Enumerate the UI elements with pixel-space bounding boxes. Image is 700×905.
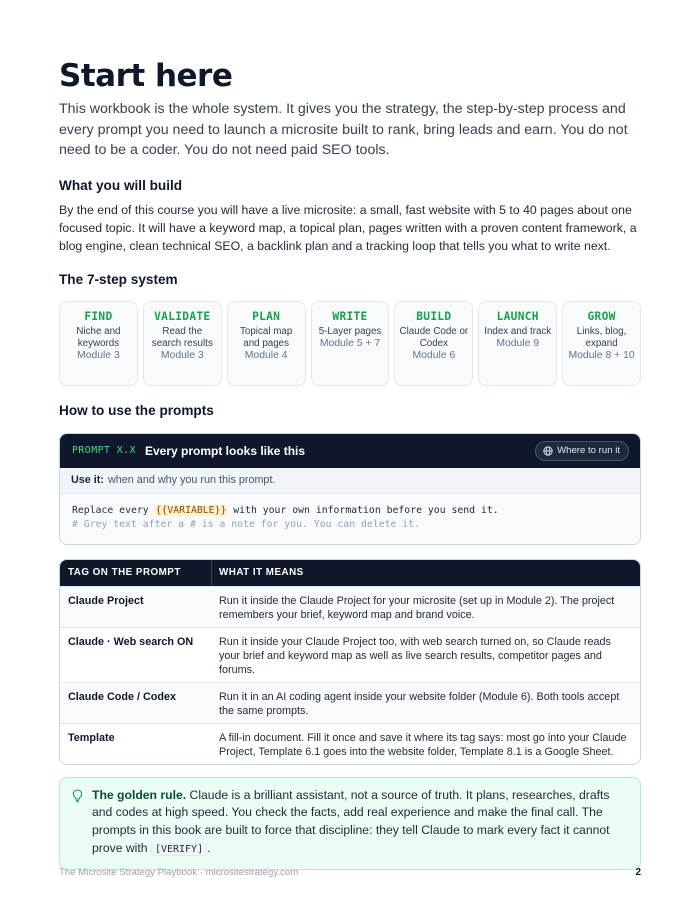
- golden-rule-text: Claude is a brilliant assistant, not a source of truth. It plans, researches, drafts and codes at high speed. You check the facts, add real experience and make the final call. The prompts in this book are built to force that discipline: they tell Claude to mark every fact it cannot prove with: [92, 787, 610, 855]
- step-name: PLAN: [252, 309, 281, 323]
- step-name: GROW: [587, 309, 616, 323]
- step-desc: Index and track: [484, 325, 552, 337]
- row-tag: Claude Code / Codex: [68, 690, 176, 703]
- where-to-run-button[interactable]: [535, 441, 629, 461]
- page-number: 2: [635, 867, 641, 878]
- step-module: Module 8 + 10: [568, 349, 635, 361]
- row-tag: Template: [68, 731, 115, 744]
- golden-rule-end: .: [207, 840, 211, 855]
- row-meaning: Run it inside the Claude Project for your microsite (set up in Module 2). The project remembers your brief, keyword map and brand voice.: [219, 594, 615, 621]
- step-name: VALIDATE: [154, 309, 211, 323]
- step-card-build: [394, 301, 473, 386]
- step-module: Module 5 + 7: [319, 337, 381, 349]
- prompt-example-card: [59, 433, 641, 545]
- row-meaning: A fill-in document. Fill it once and save it where its tag says: most go into your Claude Project, Template 6.1 goes into the website folder, Template 8.1 is a Google Sheet.: [219, 731, 627, 758]
- step-desc: 5-Layer pages: [318, 325, 382, 337]
- prompt-code-block: [60, 494, 640, 544]
- step-name: WRITE: [332, 309, 368, 323]
- code-comment: # Grey text after a # is a note for you. You can delete it.: [72, 518, 420, 530]
- step-name: FIND: [84, 309, 113, 323]
- step-card-find: [59, 301, 138, 386]
- table-row: [60, 627, 640, 682]
- step-module: Module 4: [244, 349, 288, 361]
- row-meaning: Run it in an AI coding agent inside your website folder (Module 6). Both tools accept the same prompts.: [219, 690, 620, 717]
- step-module: Module 3: [77, 349, 120, 361]
- code-text-after: with your own information before you send it.: [227, 504, 499, 516]
- step-module: Module 3: [160, 349, 204, 361]
- lightbulb-icon: [72, 789, 83, 803]
- step-module: Module 9: [496, 337, 540, 349]
- where-to-run-label: Where to run it: [557, 445, 620, 456]
- step-desc: Read the search results: [151, 325, 213, 349]
- verify-code: [VERIFY]: [151, 843, 207, 856]
- page-footer: [59, 867, 641, 878]
- code-text-before: Replace every: [72, 504, 155, 516]
- header-tag: TAG ON THE PROMPT: [60, 560, 212, 586]
- step-desc: Links, blog, expand: [576, 325, 627, 349]
- intro-paragraph: This workbook is the whole system. It gives you the strategy, the step-by-step process and every prompt you need to launch a microsite built to rank, bring leads and earn. You do not need to be a coder. You do not need paid SEO tools.: [59, 101, 628, 159]
- tag-table: [59, 559, 641, 765]
- build-paragraph: By the end of this course you will have a live microsite: a small, fast website with 5 to 40 pages about one focused topic. It will have a keyword map, a topical plan, pages written with a proven content framework, a blog engine, clean technical SEO, a backlink plan and a tracking loop that tells you what to write next.: [59, 203, 637, 253]
- table-row: [60, 586, 640, 627]
- step-module: Module 6: [412, 349, 456, 361]
- use-label: Use it:: [71, 474, 104, 486]
- golden-rule-label: The golden rule.: [92, 787, 187, 802]
- row-tag: Claude Project: [68, 594, 144, 607]
- step-desc: Niche and keywords: [76, 325, 121, 349]
- build-heading: What you will build: [59, 178, 183, 194]
- code-line: [72, 504, 628, 518]
- table-row: [60, 682, 640, 723]
- row-meaning: Run it inside your Claude Project too, with web search turned on, so Claude reads your brief and keyword map as well as live search results, competitor pages and forums.: [219, 635, 611, 676]
- step-name: BUILD: [416, 309, 452, 323]
- prompt-header: [60, 434, 640, 468]
- use-text: when and why you run this prompt.: [108, 474, 276, 486]
- code-variable: {{VARIABLE}}: [155, 504, 227, 516]
- page-title: Start here: [59, 58, 233, 94]
- prompt-use-line: [60, 468, 640, 494]
- prompts-heading: How to use the prompts: [59, 402, 214, 418]
- step-card-launch: [478, 301, 557, 386]
- step-desc: Topical map and pages: [240, 325, 293, 349]
- step-name: LAUNCH: [496, 309, 539, 323]
- step-card-validate: [143, 301, 222, 386]
- step-card-plan: [227, 301, 306, 386]
- footer-text: The Microsite Strategy Playbook · micrositestrategy.com: [59, 867, 299, 878]
- prompt-tag: PROMPT X.X: [72, 445, 136, 456]
- globe-icon: [543, 446, 553, 456]
- row-tag: Claude · Web search ON: [68, 635, 194, 648]
- step-card-grow: [562, 301, 641, 386]
- golden-rule-callout: [59, 777, 641, 870]
- steps-row: [59, 301, 641, 386]
- page-content: [59, 57, 641, 870]
- prompt-title: Every prompt looks like this: [144, 443, 306, 458]
- system-heading: The 7-step system: [59, 271, 178, 287]
- table-header: [60, 560, 640, 586]
- table-row: [60, 723, 640, 764]
- header-meaning: WHAT IT MEANS: [219, 567, 304, 578]
- step-card-write: [311, 301, 390, 386]
- step-desc: Claude Code or Codex: [399, 325, 469, 349]
